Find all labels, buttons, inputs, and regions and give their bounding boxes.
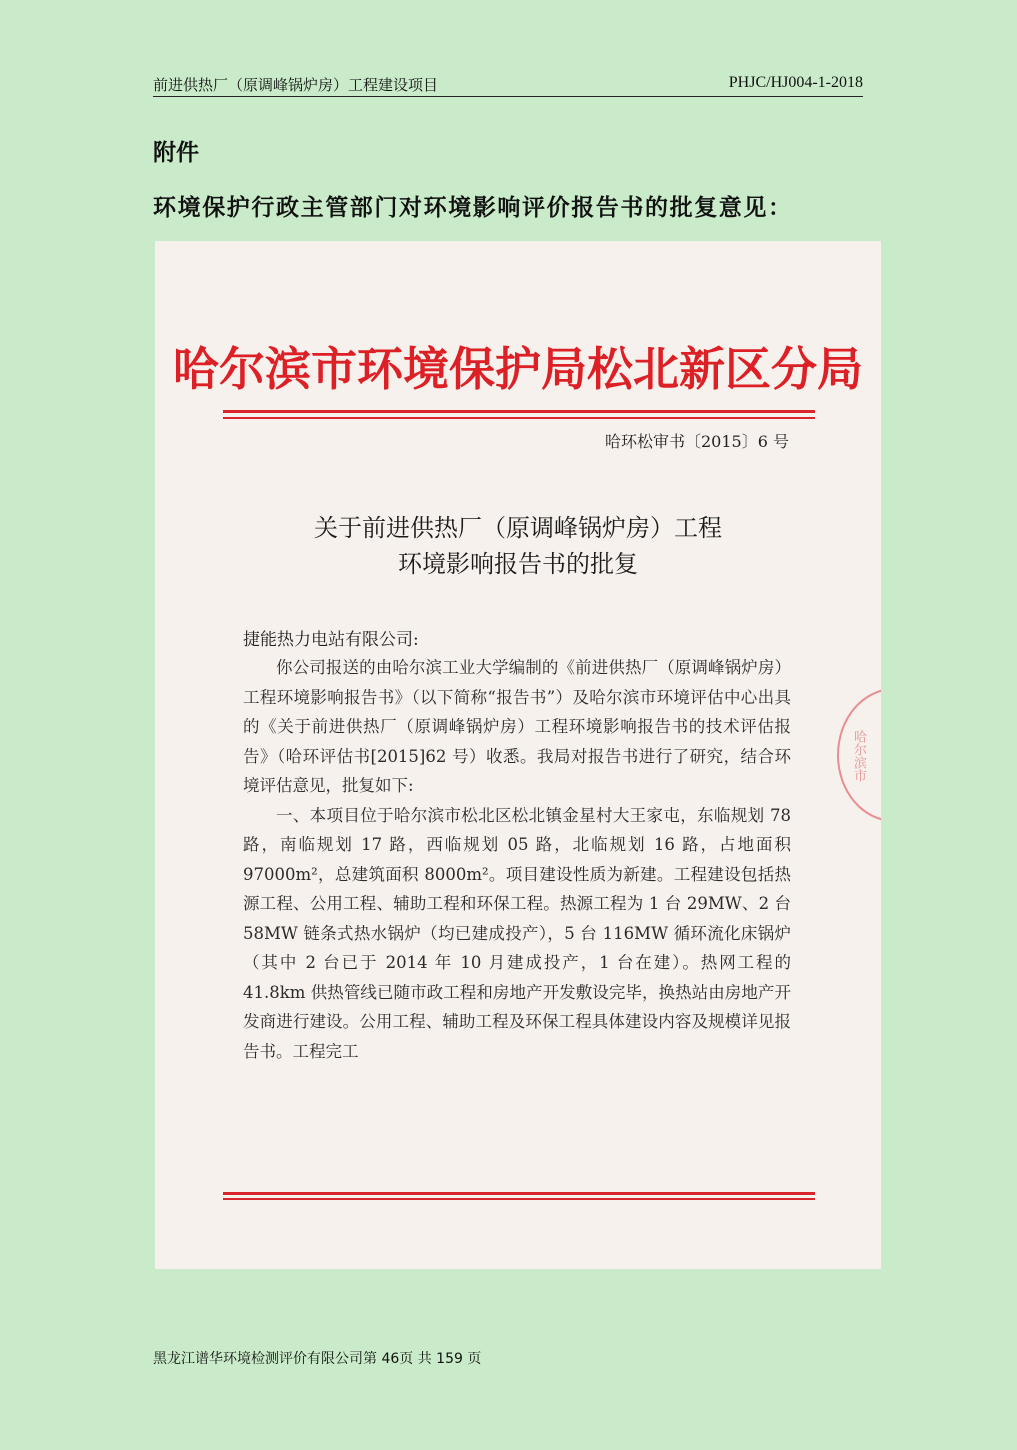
header-doc-code: PHJC/HJ004-1-2018 — [728, 74, 863, 91]
body-paragraph-1: 你公司报送的由哈尔滨工业大学编制的《前进供热厂（原调峰锅炉房）工程环境影响报告书》（以下简称“报告书”）及哈尔滨市环境评估中心出具的《关于前进供热厂（原调峰锅炉房）工程环境影响报告书的技术评估报告》（哈环评估书[2015]62 号）收悉。我局对报告书进行了研究，结合环境评估意见，批复如下: — [243, 658, 791, 795]
scanned-document — [155, 241, 881, 1269]
body-paragraph-2: 一、本项目位于哈尔滨市松北区松北镇金星村大王家屯，东临规划 78 路，南临规划 17 路，西临规划 05 路，北临规划 16 路，占地面积 97000m²，总建筑面积 8000m²。项目建设性质为新建。工程建设包括热源工程、公用工程、辅助工程和环保工程。热源工程为 1 台 29MW、2 台 58MW 链条式热水锅炉（均已建成投产），5 台 116MW 循环流化床锅炉（其中 2 台已于 2014 年 10 月建成投产，1 台在建）。热网工程的 41.8km 供热管线已随市政工程和房地产开发敷设完毕，换热站由房地产开发商进行建设。公用工程、辅助工程及环保工程具体建设内容及规模详见报告书。工程完工 — [243, 805, 791, 1061]
page-header — [153, 74, 863, 97]
bureau-letterhead: 哈尔滨市环境保护局松北新区分局 — [173, 342, 863, 396]
attachment-title: 环境保护行政主管部门对环境影响评价报告书的批复意见： — [153, 195, 793, 221]
document-body — [243, 653, 791, 1066]
document-title-line2: 环境影响报告书的批复 — [398, 550, 638, 578]
addressee: 捷能热力电站有限公司: — [243, 630, 419, 650]
page-footer: 黑龙江谱华环境检测评价有限公司第 46页 共 159 页 — [153, 1351, 482, 1367]
official-seal — [837, 688, 881, 822]
letterhead-rule-thin — [223, 417, 815, 419]
header-project-title: 前进供热厂（原调峰锅炉房）工程建设项目 — [153, 76, 439, 94]
seal-text: 哈尔滨市 — [851, 730, 866, 782]
attachment-label: 附件 — [153, 140, 199, 166]
letterhead-rule-thick — [223, 410, 815, 413]
footer-rule-thick — [223, 1192, 815, 1195]
footer-rule-thin — [223, 1198, 815, 1200]
document-number: 哈环松审书〔2015〕6 号 — [605, 432, 789, 451]
document-title-line1: 关于前进供热厂（原调峰锅炉房）工程 — [314, 514, 722, 542]
